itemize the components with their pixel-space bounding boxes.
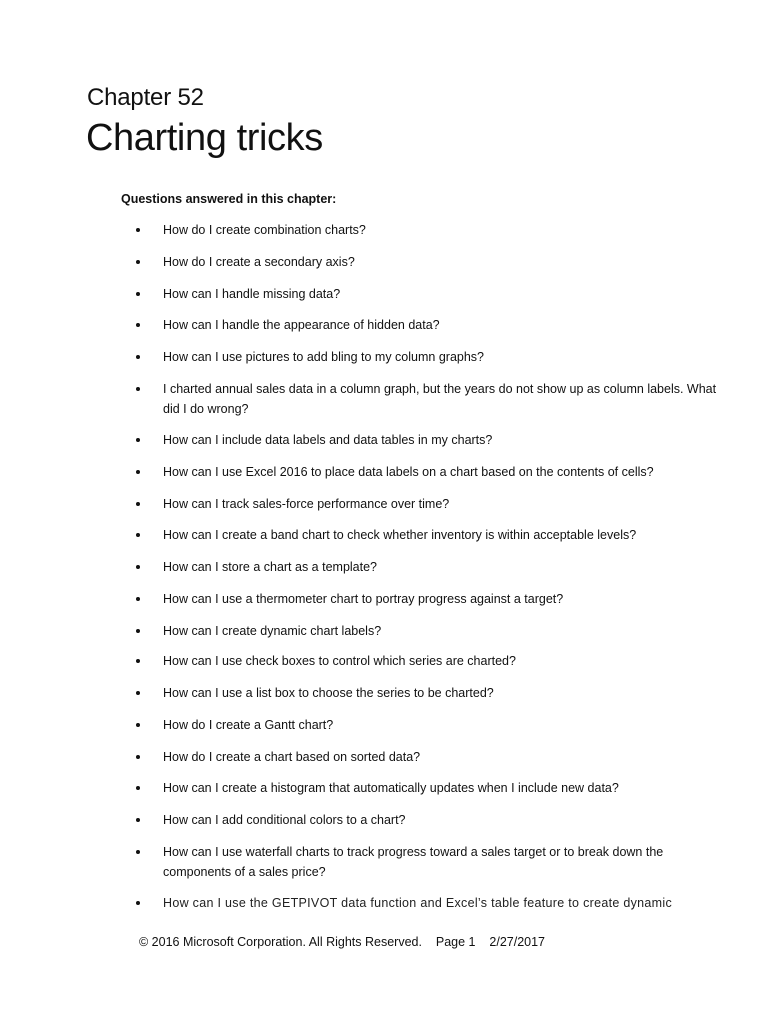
footer-copyright: © 2016 Microsoft Corporation. All Rights Reserved.	[139, 935, 422, 949]
question-text: I charted annual sales data in a column graph, but the years do not show up as column labels. What did I do wrong?	[163, 382, 717, 416]
question-text: How can I use pictures to add bling to my column graphs?	[163, 350, 485, 364]
chapter-title: Charting tricks	[86, 117, 323, 159]
question-text: How can I use waterfall charts to track progress toward a sales target or to break down the components of a sales price?	[163, 845, 664, 879]
question-text: How can I create dynamic chart labels?	[163, 624, 382, 638]
question-text: How can I track sales-force performance over time?	[163, 497, 450, 511]
question-text: How can I use a thermometer chart to portray progress against a target?	[163, 592, 564, 606]
question-text: How can I handle the appearance of hidden data?	[163, 318, 440, 332]
question-text: How can I handle missing data?	[163, 287, 341, 301]
question-text: How do I create a chart based on sorted data?	[163, 750, 421, 764]
question-text: How do I create a Gantt chart?	[163, 718, 334, 732]
page-footer	[139, 934, 545, 950]
question-text: How can I include data labels and data tables in my charts?	[163, 433, 493, 447]
question-text: How can I create a band chart to check whether inventory is within acceptable levels?	[163, 528, 637, 542]
questions-heading: Questions answered in this chapter:	[121, 192, 337, 206]
footer-date: 2/27/2017	[489, 935, 545, 949]
question-text: How can I create a histogram that automatically updates when I include new data?	[163, 781, 619, 795]
question-text: How can I add conditional colors to a chart?	[163, 813, 406, 827]
question-text: How can I use Excel 2016 to place data labels on a chart based on the contents of cells?	[163, 465, 654, 479]
question-text: How do I create a secondary axis?	[163, 255, 355, 269]
question-text: How do I create combination charts?	[163, 223, 366, 237]
chapter-number: Chapter 52	[87, 84, 204, 111]
question-text: How can I use the GETPIVOT data function and Excel’s table feature to create dynamic	[163, 896, 673, 910]
question-text: How can I store a chart as a template?	[163, 560, 377, 574]
question-text: How can I use check boxes to control which series are charted?	[163, 654, 516, 668]
question-text: How can I use a list box to choose the series to be charted?	[163, 686, 494, 700]
footer-page-number: Page 1	[435, 935, 476, 949]
